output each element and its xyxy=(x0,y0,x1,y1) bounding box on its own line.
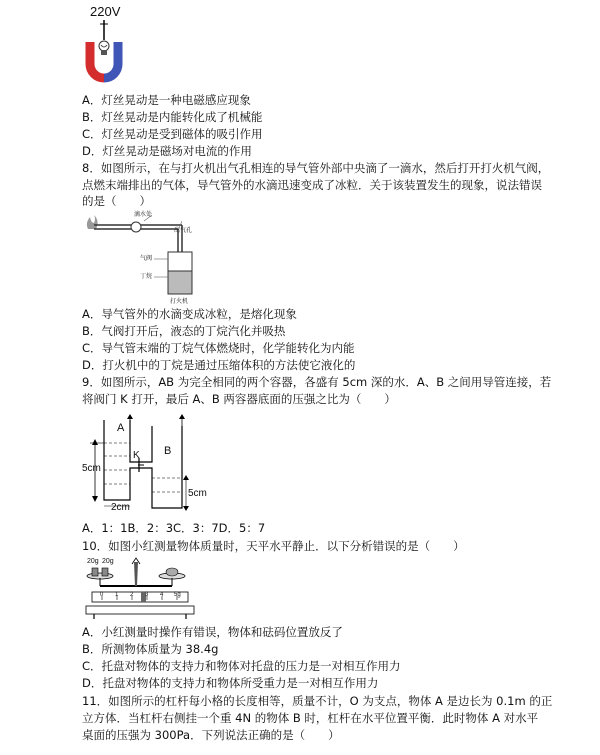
connected-containers-figure xyxy=(82,408,212,516)
q10-option-d: D．托盘对物体的支持力和物体所受重力是一对相互作用力 xyxy=(82,676,379,690)
weight-20g-label-1: 20g xyxy=(87,558,99,565)
scale-tick-1: 1 xyxy=(115,592,119,598)
container-a-label: A xyxy=(117,422,125,434)
scale-tick-3: 3 xyxy=(145,592,149,598)
q8-option-c: C．导气管末端的丁烷气体燃烧时，化学能转化为内能 xyxy=(82,341,355,355)
left-depth-label: 5cm xyxy=(82,463,101,474)
q8-stem-line-3: 的是（ ） xyxy=(82,194,151,208)
valve-k-label: K xyxy=(133,450,140,461)
q9-stem-line-2: 将阀门 K 打开，最后 A、B 两容器底面的压强之比为（ ） xyxy=(82,392,396,406)
container-b-label: B xyxy=(164,445,172,457)
q11-stem-line-2: 立方体．当杠杆右侧挂一个重 4N 的物体 B 时，杠杆在水平位置平衡．此时物体 A 对水平 xyxy=(82,711,539,725)
q7-option-c: C．灯丝晃动是受到磁体的吸引作用 xyxy=(82,127,263,141)
scale-tick-0: 0 xyxy=(100,592,104,598)
q8-option-d: D．打火机中的丁烷是通过压缩体积的方法使它液化的 xyxy=(82,358,356,372)
magnet-lamp-figure xyxy=(82,0,142,92)
q9-stem-line-1: 9．如图所示，AB 为完全相同的两个容器，各盛有 5cm 深的水．A、B 之间用导管连接，若 xyxy=(82,375,552,389)
scale-tick-4: 4 xyxy=(160,592,164,598)
q8-stem-line-1: 8．如图所示，在与打火机出气孔相连的导气管外部中央滴了一滴水，然后打开打火机气阀， xyxy=(82,161,550,175)
right-depth-label: 5cm xyxy=(188,488,207,499)
scale-tick-2: 2 xyxy=(130,592,134,598)
scale-tick-5: 5g xyxy=(174,592,181,598)
valve-label: 气阀 xyxy=(140,255,153,262)
q10-option-b: B．所测物体质量为 38.4g xyxy=(82,642,219,656)
q10-option-c: C．托盘对物体的支持力和物体对托盘的压力是一对相互作用力 xyxy=(82,659,401,673)
q7-option-a: A．灯丝晃动是一种电磁感应现象 xyxy=(82,93,251,107)
q7-option-d: D．灯丝晃动是磁场对电流的作用 xyxy=(82,144,252,158)
lighter-apparatus-figure xyxy=(82,207,202,305)
q8-stem-line-2: 点燃末端排出的气体，导气管外的水滴迅速变成了冰粒．关于该装置发生的现象，说法错误 xyxy=(82,178,542,192)
q10-stem: 10．如图小红测量物体质量时，天平水平静止．以下分析错误的是（ ） xyxy=(82,539,465,553)
butane-label: 丁烷 xyxy=(140,273,153,280)
q8-option-b: B．气阀打开后，液态的丁烷汽化并吸热 xyxy=(82,324,286,338)
q11-stem-line-3: 桌面的压强为 300Pa．下列说法正确的是（ ） xyxy=(82,728,340,742)
q8-option-a: A．导气管外的水滴变成冰粒，是熔化现象 xyxy=(82,307,297,321)
lighter-label: 打火机 xyxy=(170,298,189,305)
weight-20g-label-2: 20g xyxy=(102,558,114,565)
outlet-label: 出气孔 xyxy=(174,227,193,234)
q10-option-a: A．小红测量时操作有错误，物体和砝码位置放反了 xyxy=(82,625,343,639)
q7-option-b: B．灯丝晃动是内能转化成了机械能 xyxy=(82,110,263,124)
gap-label: 2cm xyxy=(111,502,130,513)
drip-label: 滴水处 xyxy=(134,211,153,218)
balance-figure xyxy=(82,556,197,620)
voltage-label: 220V xyxy=(90,4,121,19)
q9-options: A．1：1B．2：3C．3：7D．5：7 xyxy=(82,521,266,535)
q11-stem-line-1: 11．如图所示的杠杆每小格的长度相等，质量不计，O 为支点，物体 A 是边长为 0.1m 的正 xyxy=(82,694,553,708)
